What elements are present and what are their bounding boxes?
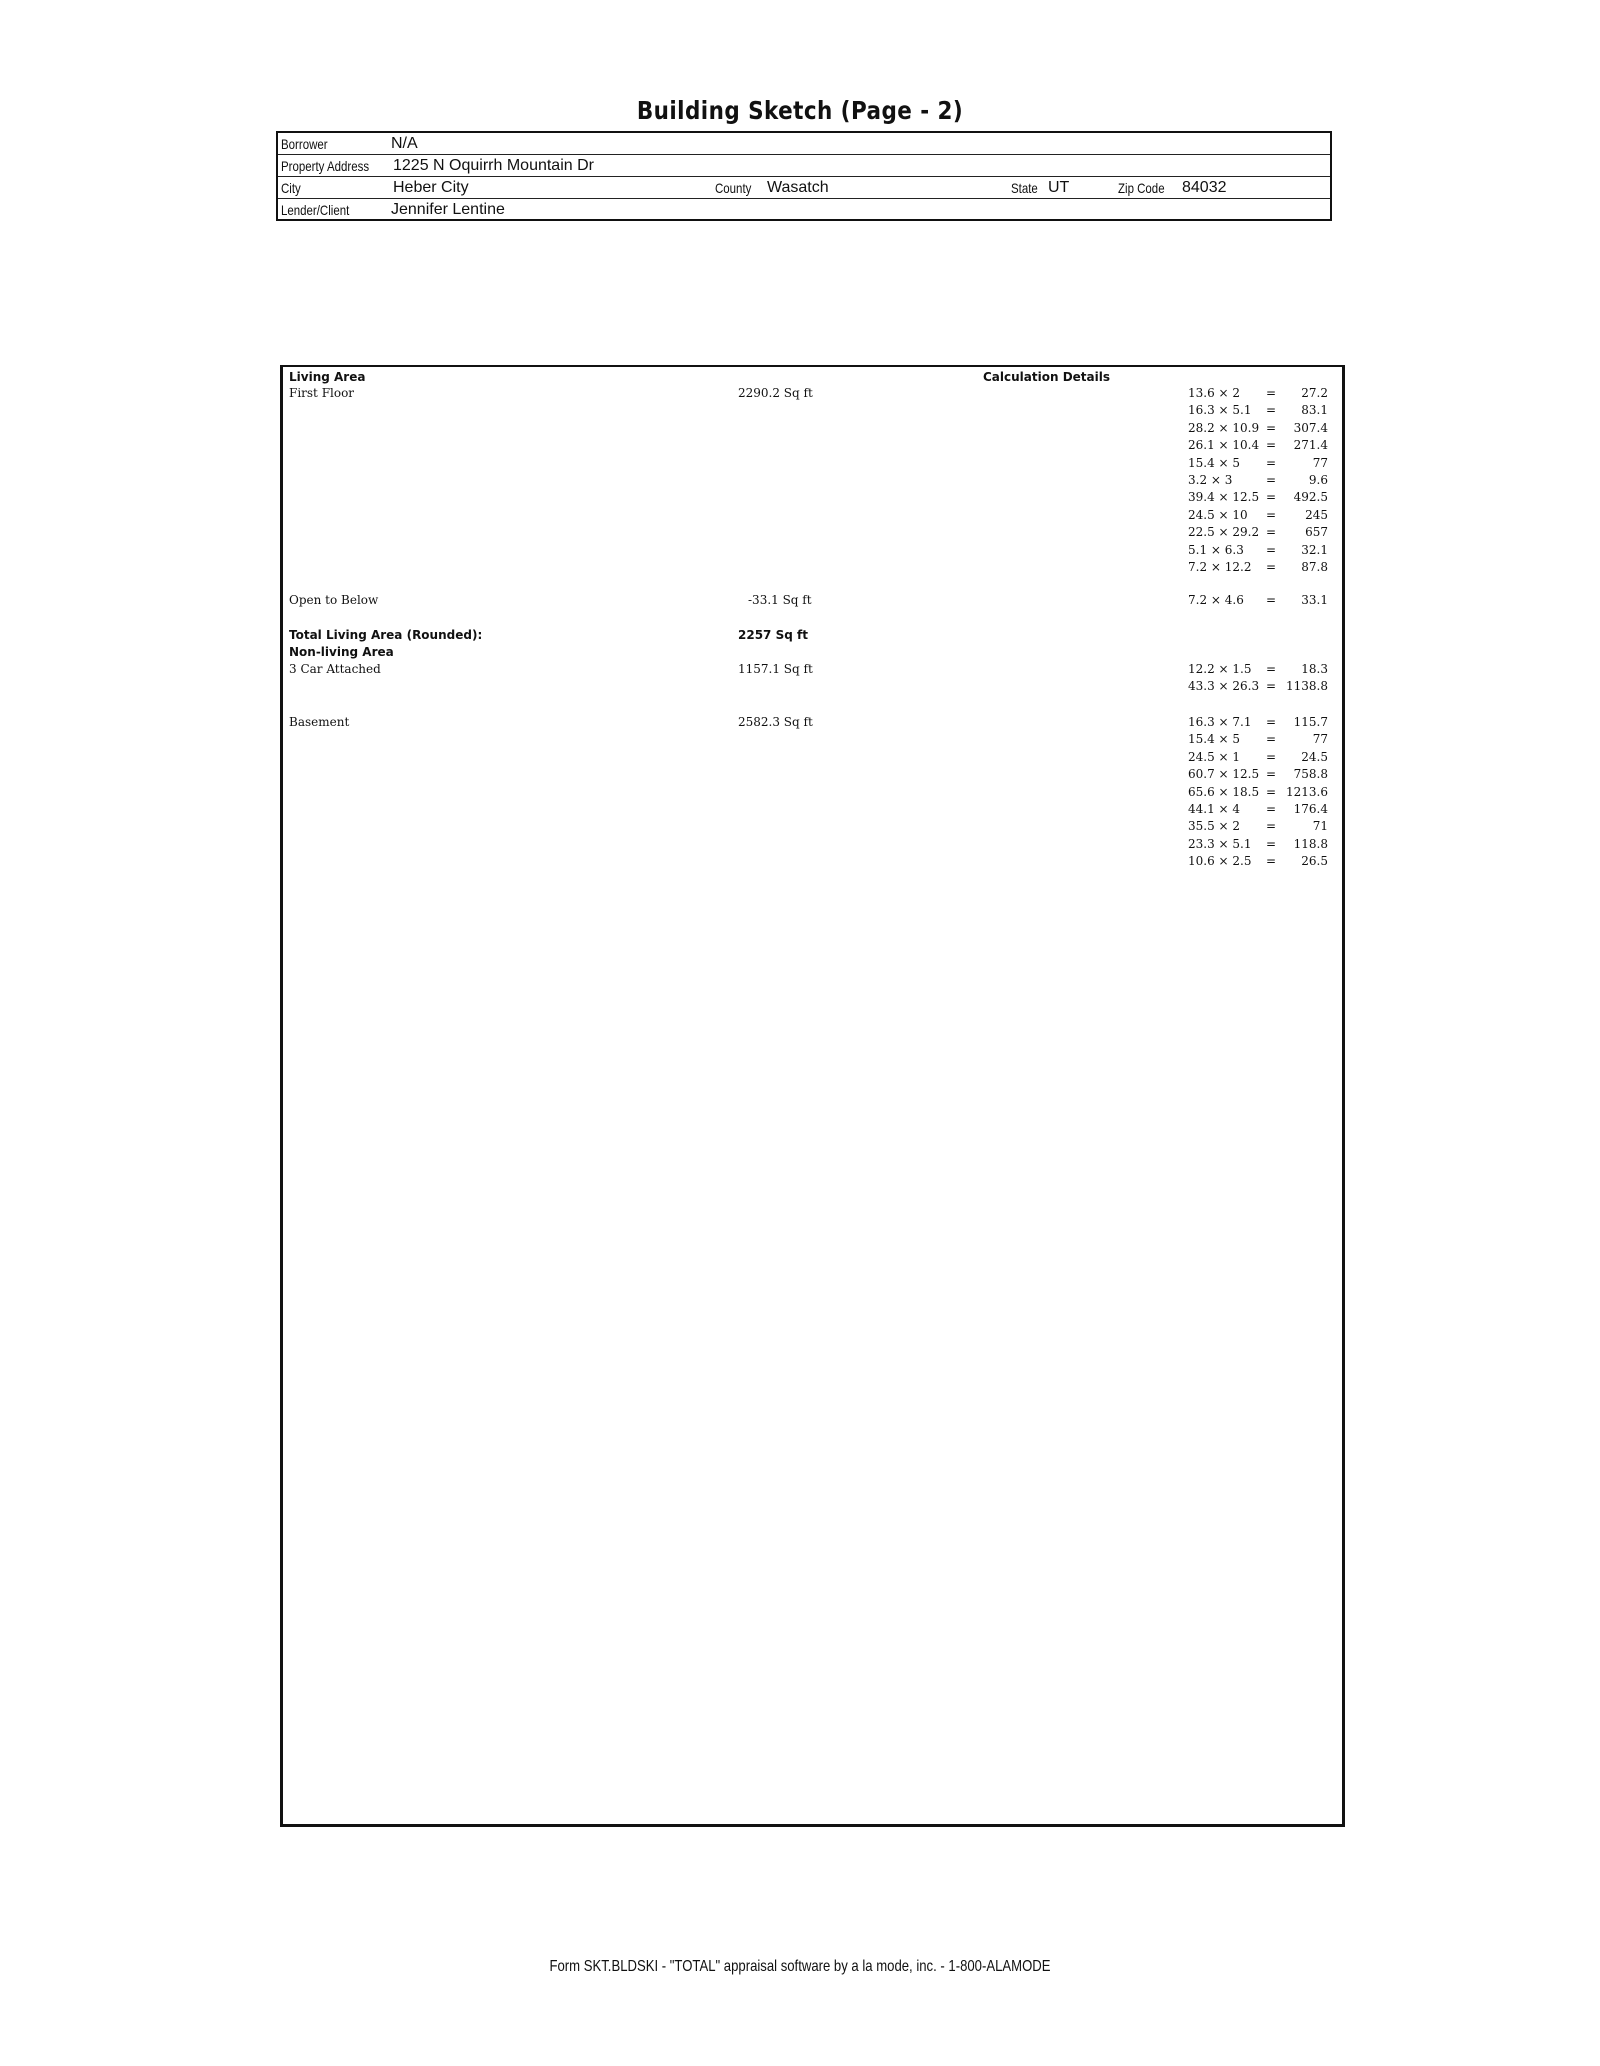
- calc-row: [1188, 456, 1328, 473]
- calc-res: 33.1: [1301, 593, 1328, 607]
- calculation-details-header: Calculation Details: [983, 370, 1111, 384]
- calc-row: [1188, 490, 1328, 507]
- calc-res: 657: [1305, 525, 1328, 540]
- lender-value: Jennifer Lentine: [391, 201, 505, 218]
- calc-eq: =: [1266, 593, 1277, 607]
- zip-label: Zip Code: [1118, 180, 1165, 196]
- calc-res: 307.4: [1293, 420, 1328, 435]
- calc-row: [1188, 386, 1328, 403]
- city-row: [278, 177, 1330, 199]
- calc-row: [1188, 767, 1328, 784]
- calc-row: [1188, 715, 1328, 732]
- calc-eq: =: [1266, 715, 1277, 729]
- garage-calcs: [1188, 662, 1328, 697]
- calc-eq: =: [1266, 732, 1277, 747]
- calc-res: 1213.6: [1286, 784, 1328, 799]
- first-floor-area: 2290.2 Sq ft: [738, 386, 813, 400]
- garage-area: 1157.1 Sq ft: [738, 662, 813, 676]
- calc-expr: 10.6 × 2.5: [1188, 854, 1252, 869]
- lender-label: Lender/Client: [281, 202, 350, 218]
- calc-eq: =: [1266, 472, 1277, 487]
- subject-info-box: [276, 131, 1332, 221]
- calc-expr: 65.6 × 18.5: [1188, 784, 1260, 799]
- calc-res: 83.1: [1301, 403, 1328, 418]
- calc-eq: =: [1266, 490, 1277, 505]
- calc-eq: =: [1266, 819, 1277, 834]
- borrower-row: [278, 133, 1330, 155]
- calc-res: 32.1: [1301, 542, 1328, 557]
- calc-eq: =: [1266, 784, 1277, 799]
- calc-expr: 26.1 × 10.4: [1188, 438, 1260, 453]
- calc-eq: =: [1266, 403, 1277, 418]
- basement-label: Basement: [289, 715, 350, 729]
- calc-row: [1188, 662, 1328, 679]
- calc-eq: =: [1266, 854, 1277, 869]
- city-value: Heber City: [393, 179, 469, 196]
- calc-expr: 16.3 × 5.1: [1188, 403, 1252, 418]
- calc-res: 26.5: [1301, 854, 1328, 869]
- calc-res: 1138.8: [1286, 679, 1328, 694]
- borrower-value: N/A: [391, 135, 418, 152]
- garage-label: 3 Car Attached: [289, 662, 381, 676]
- calc-expr: 44.1 × 4: [1188, 801, 1241, 816]
- lender-row: [278, 199, 1330, 221]
- calc-expr: 3.2 × 3: [1188, 472, 1233, 487]
- calc-expr: 7.2 × 12.2: [1188, 559, 1252, 574]
- state-value: UT: [1048, 179, 1070, 196]
- total-living-area-value: 2257 Sq ft: [738, 628, 808, 642]
- calc-row: [1188, 438, 1328, 455]
- calc-eq: =: [1266, 749, 1277, 764]
- borrower-label: Borrower: [281, 136, 328, 152]
- calc-expr: 39.4 × 12.5: [1188, 490, 1260, 505]
- city-label: City: [281, 180, 301, 196]
- calc-res: 118.8: [1293, 836, 1328, 851]
- county-value: Wasatch: [767, 179, 829, 196]
- calc-eq: =: [1266, 420, 1277, 435]
- calc-eq: =: [1266, 801, 1277, 816]
- calc-eq: =: [1266, 662, 1277, 676]
- calc-row: [1188, 854, 1328, 871]
- calc-res: 71: [1312, 819, 1328, 834]
- calc-row: [1188, 403, 1328, 420]
- first-floor-calcs: [1188, 386, 1328, 577]
- calc-eq: =: [1266, 507, 1277, 522]
- calc-res: 77: [1312, 732, 1328, 747]
- calc-row: [1188, 732, 1328, 749]
- calc-eq: =: [1266, 455, 1277, 470]
- calc-row: [1188, 819, 1328, 836]
- basement-calcs: [1188, 715, 1328, 872]
- calc-expr: 24.5 × 1: [1188, 749, 1241, 764]
- calc-row: [1188, 421, 1328, 438]
- living-area-header: Living Area: [289, 370, 366, 384]
- calc-row: [1188, 750, 1328, 767]
- calc-expr: 12.2 × 1.5: [1188, 662, 1252, 676]
- calc-eq: =: [1266, 386, 1277, 400]
- county-label: County: [715, 180, 752, 196]
- calc-row: [1188, 837, 1328, 854]
- calc-expr: 22.5 × 29.2: [1188, 525, 1260, 540]
- calc-eq: =: [1266, 836, 1277, 851]
- calc-res: 27.2: [1301, 386, 1328, 400]
- calc-expr: 28.2 × 10.9: [1188, 420, 1260, 435]
- calc-eq: =: [1266, 438, 1277, 453]
- calc-row: [1188, 508, 1328, 525]
- calc-eq: =: [1266, 679, 1277, 694]
- calc-expr: 43.3 × 26.3: [1188, 679, 1260, 694]
- calc-expr: 15.4 × 5: [1188, 732, 1241, 747]
- calc-res: 271.4: [1293, 438, 1328, 453]
- state-label: State: [1011, 180, 1038, 196]
- calc-row: [1188, 679, 1328, 696]
- total-living-area-label: Total Living Area (Rounded):: [289, 628, 483, 642]
- zip-value: 84032: [1182, 179, 1227, 196]
- calc-expr: 5.1 × 6.3: [1188, 542, 1244, 557]
- calc-row: [1188, 593, 1328, 610]
- calc-res: 758.8: [1293, 767, 1328, 782]
- calc-eq: =: [1266, 559, 1277, 574]
- calc-eq: =: [1266, 767, 1277, 782]
- calc-expr: 13.6 × 2: [1188, 386, 1241, 400]
- calc-expr: 35.5 × 2: [1188, 819, 1241, 834]
- property-address-value: 1225 N Oquirrh Mountain Dr: [393, 157, 594, 174]
- basement-area: 2582.3 Sq ft: [738, 715, 813, 729]
- calc-res: 492.5: [1293, 490, 1328, 505]
- open-to-below-calcs: [1188, 593, 1328, 610]
- calc-row: [1188, 525, 1328, 542]
- first-floor-label: First Floor: [289, 386, 355, 400]
- calc-expr: 60.7 × 12.5: [1188, 767, 1260, 782]
- calc-row: [1188, 473, 1328, 490]
- calc-row: [1188, 543, 1328, 560]
- calc-res: 245: [1305, 507, 1328, 522]
- calc-expr: 24.5 × 10: [1188, 507, 1248, 522]
- calc-expr: 7.2 × 4.6: [1188, 593, 1244, 607]
- non-living-area-header: Non-living Area: [289, 645, 394, 659]
- calc-res: 77: [1312, 455, 1328, 470]
- calc-res: 176.4: [1293, 801, 1328, 816]
- calc-res: 9.6: [1308, 472, 1328, 487]
- area-calculations-table: [280, 365, 1345, 1827]
- open-to-below-area: -33.1 Sq ft: [748, 593, 812, 607]
- calc-eq: =: [1266, 542, 1277, 557]
- calc-row: [1188, 802, 1328, 819]
- calc-row: [1188, 785, 1328, 802]
- property-address-row: [278, 155, 1330, 177]
- calc-res: 18.3: [1301, 662, 1328, 676]
- calc-expr: 23.3 × 5.1: [1188, 836, 1252, 851]
- calc-expr: 15.4 × 5: [1188, 455, 1241, 470]
- form-footer: Form SKT.BLDSKI - "TOTAL" appraisal software by a la mode, inc. - 1-800-ALAMODE: [549, 1958, 1051, 1975]
- open-to-below-label: Open to Below: [289, 593, 379, 607]
- calc-res: 87.8: [1301, 559, 1328, 574]
- calc-row: [1188, 560, 1328, 577]
- page-title: Building Sketch (Page - 2): [636, 96, 964, 125]
- calc-expr: 16.3 × 7.1: [1188, 715, 1252, 729]
- calc-eq: =: [1266, 525, 1277, 540]
- calc-res: 24.5: [1301, 749, 1328, 764]
- property-address-label: Property Address: [281, 158, 370, 174]
- calc-res: 115.7: [1293, 715, 1328, 729]
